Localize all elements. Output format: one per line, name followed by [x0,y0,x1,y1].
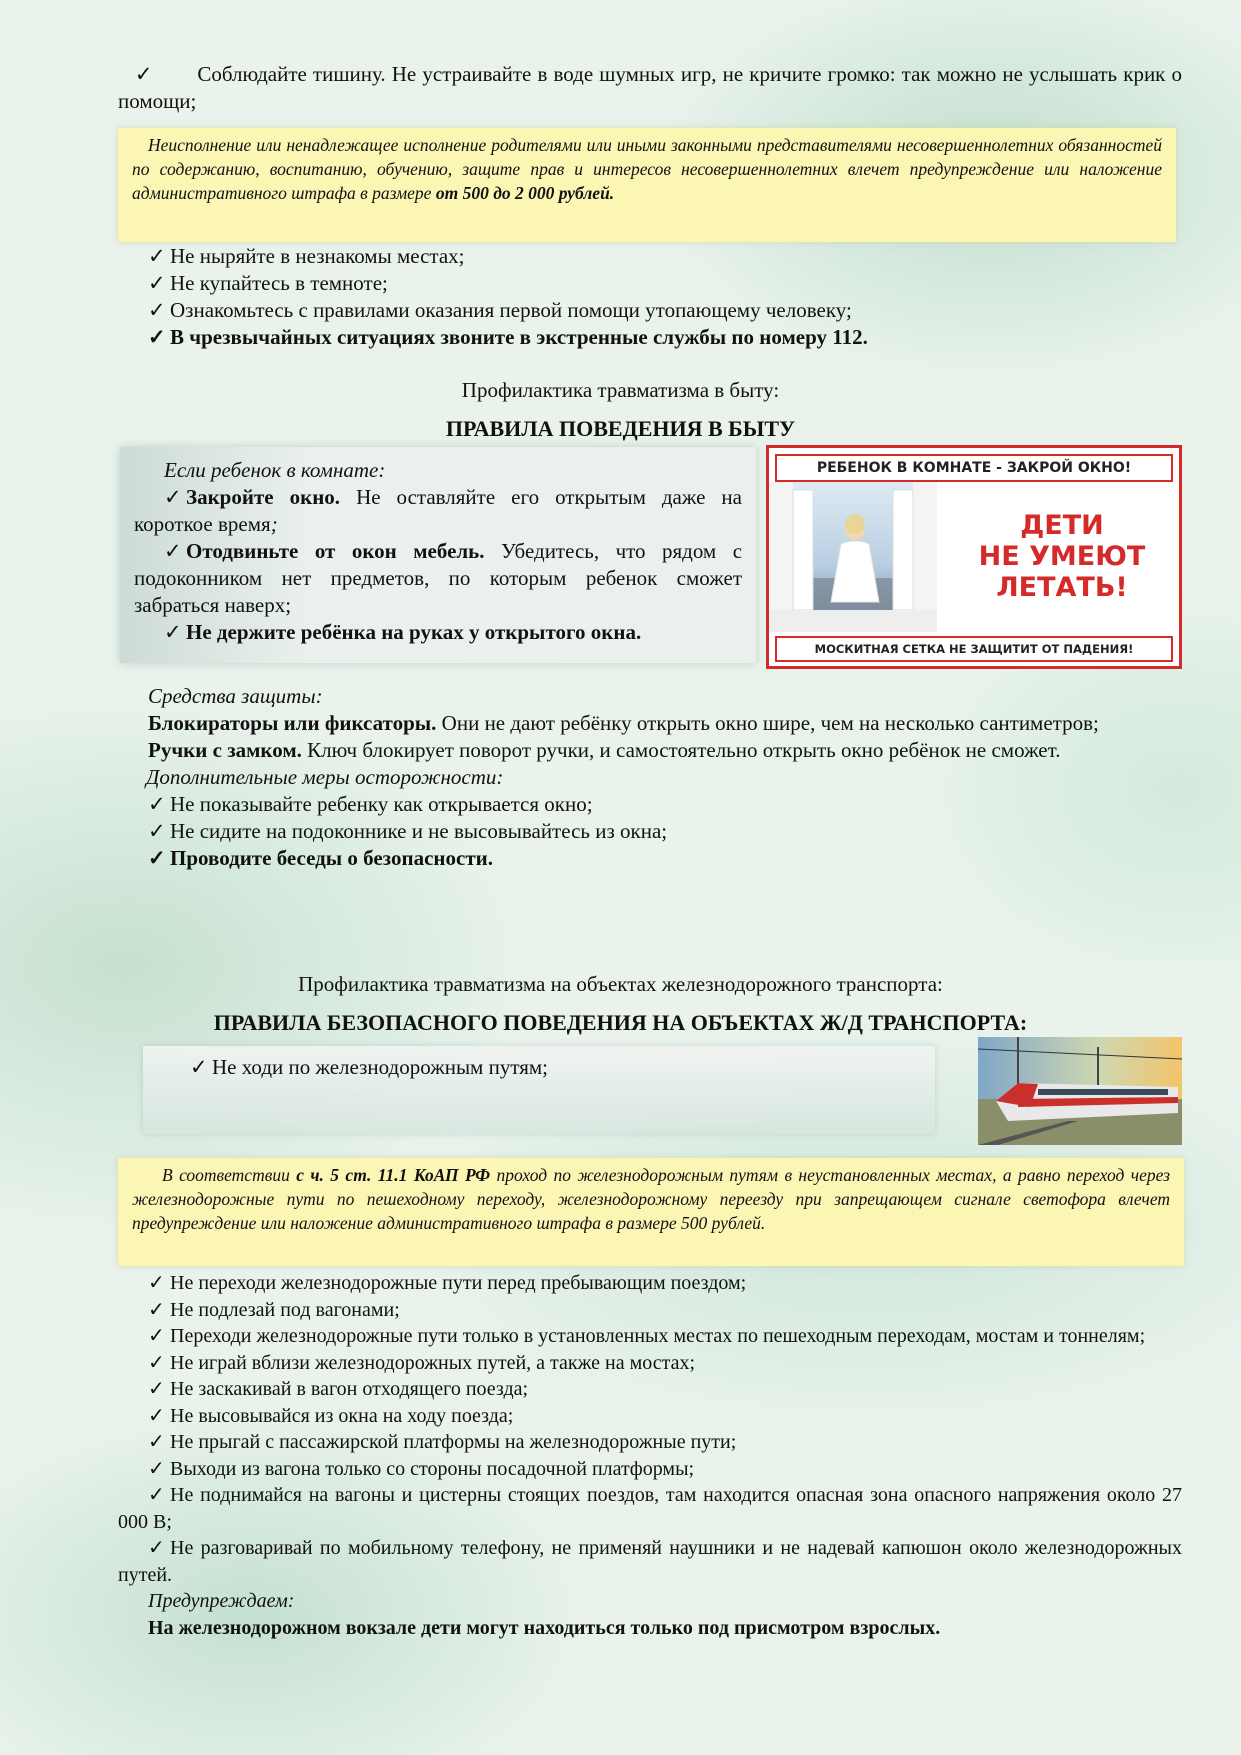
rail-rules-list [118,1270,1182,1641]
list-item: ✓ Не ныряйте в незнакомы местах; [148,244,465,268]
fine-notice-railway: В соответствии с ч. 5 ст. 11.1 КоАП РФ проход по железнодорожным путям в неустановленных местах, а равно переход через железнодорожные пути по пешеходному переходу, железнодорожному переезду при запрещающем сигнале светофора влечет предупреждение или наложение административного штрафа в размере 500 рублей. [118,1158,1184,1266]
protection-lock-handles: Ручки с замком. Ключ блокирует поворот ручки, и самостоятельно открыть окно ребёнок не сможет. [148,738,1061,762]
rule-close-window: ✓ Закройте окно. Не оставляйте его открытым даже на короткое время; [134,485,742,536]
check-icon: ✓ [148,1404,165,1427]
check-icon: ✓ [164,620,182,644]
check-icon: ✓ [148,1457,165,1480]
check-icon: ✓ [148,1537,165,1559]
fine-notice-parents: Неисполнение или ненадлежащее исполнение родителями или иными законными представителями несовершеннолетних обязанностей по содержанию, воспитанию, обучению, защите прав и интересов несовершеннолетних влечет предупреждение или наложение административного штрафа в размере от 500 до 2 000 рублей. [118,128,1176,242]
check-icon: ✓ [148,1325,165,1347]
warning-heading: Предупреждаем: [148,1590,295,1612]
check-icon: ✓ [148,325,166,349]
protection-heading: Средства защиты: [148,684,323,708]
train-illustration [978,1037,1182,1145]
rule-move-furniture: ✓ Отодвиньте от окон мебель. Убедитесь, что рядом с подоконником нет предметов, по которым ребенок сможет забраться наверх; [134,539,743,617]
child-at-window-illustration [769,482,937,632]
protection-blockers: Блокираторы или фиксаторы. Они не дают ребёнку открыть окно шире, чем на несколько сантиметров; [148,711,1099,735]
list-item: ✓ Проводите беседы о безопасности. [148,846,493,870]
list-item: ✓ Переходи железнодорожные пути только в установленных местах по пешеходным переходам, мостам и тоннелям; [118,1323,1182,1350]
check-icon: ✓ [148,1484,165,1506]
list-item: ✓ Не подлезай под вагонами; [118,1297,1182,1324]
home-title: ПРАВИЛА ПОВЕДЕНИЯ В БЫТУ [445,416,796,441]
window-safety-poster [766,445,1182,669]
list-item: ✓ Не купайтесь в темноте; [148,271,388,295]
list-item: ✓ Не поднимайся на вагоны и цистерны стоящих поездов, там находится опасная зона опасного напряжения около 27 000 В; [118,1484,1182,1533]
extra-measures-heading: Дополнительные меры осторожности: [146,765,504,789]
home-rules [134,457,742,646]
home-rules-heading: Если ребенок в комнате: [164,458,386,482]
list-item: ✓ Выходи из вагона только со стороны посадочной платформы; [118,1456,1182,1483]
check-icon: ✓ [148,271,166,295]
rail-title: ПРАВИЛА БЕЗОПАСНОГО ПОВЕДЕНИЯ НА ОБЪЕКТАХ Ж/Д ТРАНСПОРТА: [213,1010,1028,1035]
rule-dont-hold-child: ✓ Не держите ребёнка на руках у открытого окна. [164,620,642,644]
warning-text: На железнодорожном вокзале дети могут находиться только под присмотром взрослых. [148,1616,941,1639]
check-icon: ✓ [148,1431,165,1453]
poster-main-text: ДЕТИ НЕ УМЕЮТ ЛЕТАТЬ! [978,510,1146,603]
check-icon: ✓ [148,1378,165,1400]
train-photo [978,1037,1182,1145]
protection-section [118,683,1182,872]
check-icon: ✓ [148,244,166,268]
poster-bottom-text: МОСКИТНАЯ СЕТКА НЕ ЗАЩИТИТ ОТ ПАДЕНИЯ! [775,636,1173,662]
poster-top-text: РЕБЕНОК В КОМНАТЕ - ЗАКРОЙ ОКНО! [775,454,1173,482]
list-item: ✓ Не сидите на подоконнике и не высовывайтесь из окна; [148,819,668,843]
check-icon: ✓ [164,539,182,563]
list-item: ✓ Не высовывайся из окна на ходу поезда; [118,1403,1182,1430]
check-icon: ✓ [148,1272,165,1294]
rail-subtitle: Профилактика травматизма на объектах железнодорожного транспорта: [298,972,943,996]
check-icon: ✓ [164,485,182,509]
water-safety-list [148,243,1188,351]
home-subtitle: Профилактика травматизма в быту: [461,378,780,402]
check-icon: ✓ [190,1055,208,1079]
list-item: ✓ Не заскакивай в вагон отходящего поезда; [118,1376,1182,1403]
list-item: ✓ В чрезвычайных ситуациях звоните в экстренные службы по номеру 112. [148,325,868,349]
list-item: ✓ Не показывайте ребенку как открывается окно; [148,792,593,816]
check-icon: ✓ [148,792,166,816]
list-item: ✓ Не прыгай с пассажирской платформы на железнодорожные пути; [118,1429,1182,1456]
list-item: ✓ Не ходи по железнодорожным путям; [190,1055,549,1079]
check-icon: ✓ [148,298,166,322]
child-at-window-image [769,482,937,632]
list-item: ✓ Ознакомьтесь с правилами оказания первой помощи утопающему человеку; [148,298,852,322]
check-icon: ✓ [148,846,166,870]
check-icon: ✓ [148,1351,165,1374]
list-item: ✓ Не играй вблизи железнодорожных путей, а также на мостах; [118,1350,1182,1377]
check-icon: ✓ [148,819,166,843]
safety-item-silence: ✓ Соблюдайте тишину. Не устраивайте в воде шумных игр, не кричите громко: так можно не услышать крик о помощи; [118,62,1182,113]
check-icon: ✓ [148,1298,165,1321]
list-item: ✓ Не переходи железнодорожные пути перед пребывающим поездом; [118,1270,1182,1297]
list-item: ✓ Не разговаривай по мобильному телефону, не применяй наушники и не надевай капюшон около железнодорожных путей. [118,1537,1182,1586]
check-icon: ✓ [134,62,154,86]
